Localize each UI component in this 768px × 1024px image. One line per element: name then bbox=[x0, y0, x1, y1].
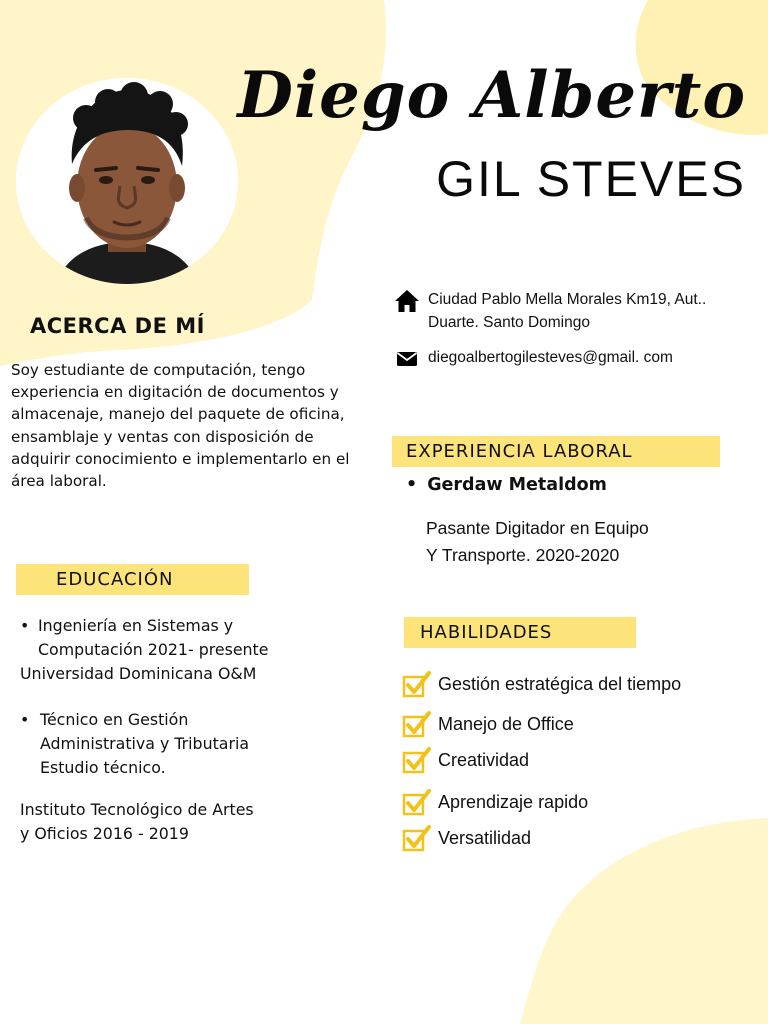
home-icon bbox=[394, 288, 420, 314]
skills-title: HABILIDADES bbox=[420, 622, 553, 643]
address-text: Ciudad Pablo Mella Morales Km19, Aut.. Duarte. Santo Domingo bbox=[428, 291, 707, 331]
skill-item bbox=[402, 788, 588, 816]
profile-portrait bbox=[16, 78, 238, 284]
bullet: • bbox=[406, 475, 418, 495]
education-list bbox=[20, 614, 360, 846]
education-item-line: • Técnico en Gestión bbox=[40, 710, 189, 729]
education-extra-line: Instituto Tecnológico de Artes bbox=[20, 800, 254, 819]
checkmark-icon bbox=[402, 710, 432, 738]
skill-label: Creatividad bbox=[438, 749, 530, 770]
education-header bbox=[16, 564, 249, 595]
experience-role bbox=[426, 515, 746, 569]
education-item bbox=[20, 708, 360, 780]
skills-header bbox=[404, 617, 636, 648]
company-name: Gerdaw Metaldom bbox=[427, 475, 607, 495]
experience-header bbox=[392, 436, 720, 467]
about-title: ACERCA DE MÍ bbox=[30, 314, 205, 338]
bottom-right-blob bbox=[520, 818, 768, 1024]
contact-email bbox=[394, 346, 673, 372]
skill-item bbox=[402, 710, 574, 738]
experience-company bbox=[406, 475, 607, 495]
education-item-line: Administrativa y Tributaria bbox=[40, 734, 250, 753]
education-item bbox=[20, 614, 360, 662]
role-line: Pasante Digitador en Equipo bbox=[426, 518, 649, 538]
skill-item bbox=[402, 824, 531, 852]
skill-label: Versatilidad bbox=[438, 827, 532, 848]
skill-item bbox=[402, 746, 529, 774]
about-text: Soy estudiante de computación, tengo experiencia en digitación de documentos y almacenaje, manejo del paquete de oficina, ensamblaje y ventas con disposición de adquirir conocimiento e implementarlo en el área laboral. bbox=[11, 361, 350, 491]
education-institution: Universidad Dominicana O&M bbox=[20, 664, 257, 683]
skill-label: Manejo de Office bbox=[438, 713, 574, 734]
education-item-line: Estudio técnico. bbox=[40, 758, 166, 777]
checkmark-icon bbox=[402, 746, 432, 774]
profile-photo bbox=[16, 78, 238, 284]
checkmark-icon bbox=[402, 788, 432, 816]
contact-address bbox=[394, 288, 748, 334]
first-name: Diego Alberto bbox=[237, 58, 746, 133]
checkmark-icon bbox=[402, 824, 432, 852]
education-title: EDUCACIÓN bbox=[56, 569, 174, 590]
last-name: GIL STEVES bbox=[436, 151, 746, 207]
envelope-icon bbox=[394, 346, 420, 372]
skill-label: Gestión estratégica del tiempo bbox=[438, 673, 682, 694]
education-item-line: Computación 2021- presente bbox=[38, 640, 269, 659]
skill-label: Aprendizaje rapido bbox=[438, 791, 589, 812]
checkmark-icon bbox=[402, 670, 432, 698]
role-line: Y Transporte. 2020-2020 bbox=[426, 545, 620, 565]
education-extra-line: y Oficios 2016 - 2019 bbox=[20, 824, 189, 843]
skill-item bbox=[402, 670, 681, 698]
email-text[interactable]: diegoalbertogilesteves@gmail. com bbox=[428, 349, 673, 366]
experience-title: EXPERIENCIA LABORAL bbox=[406, 441, 633, 462]
education-item-line: • Ingeniería en Sistemas y bbox=[38, 616, 234, 635]
